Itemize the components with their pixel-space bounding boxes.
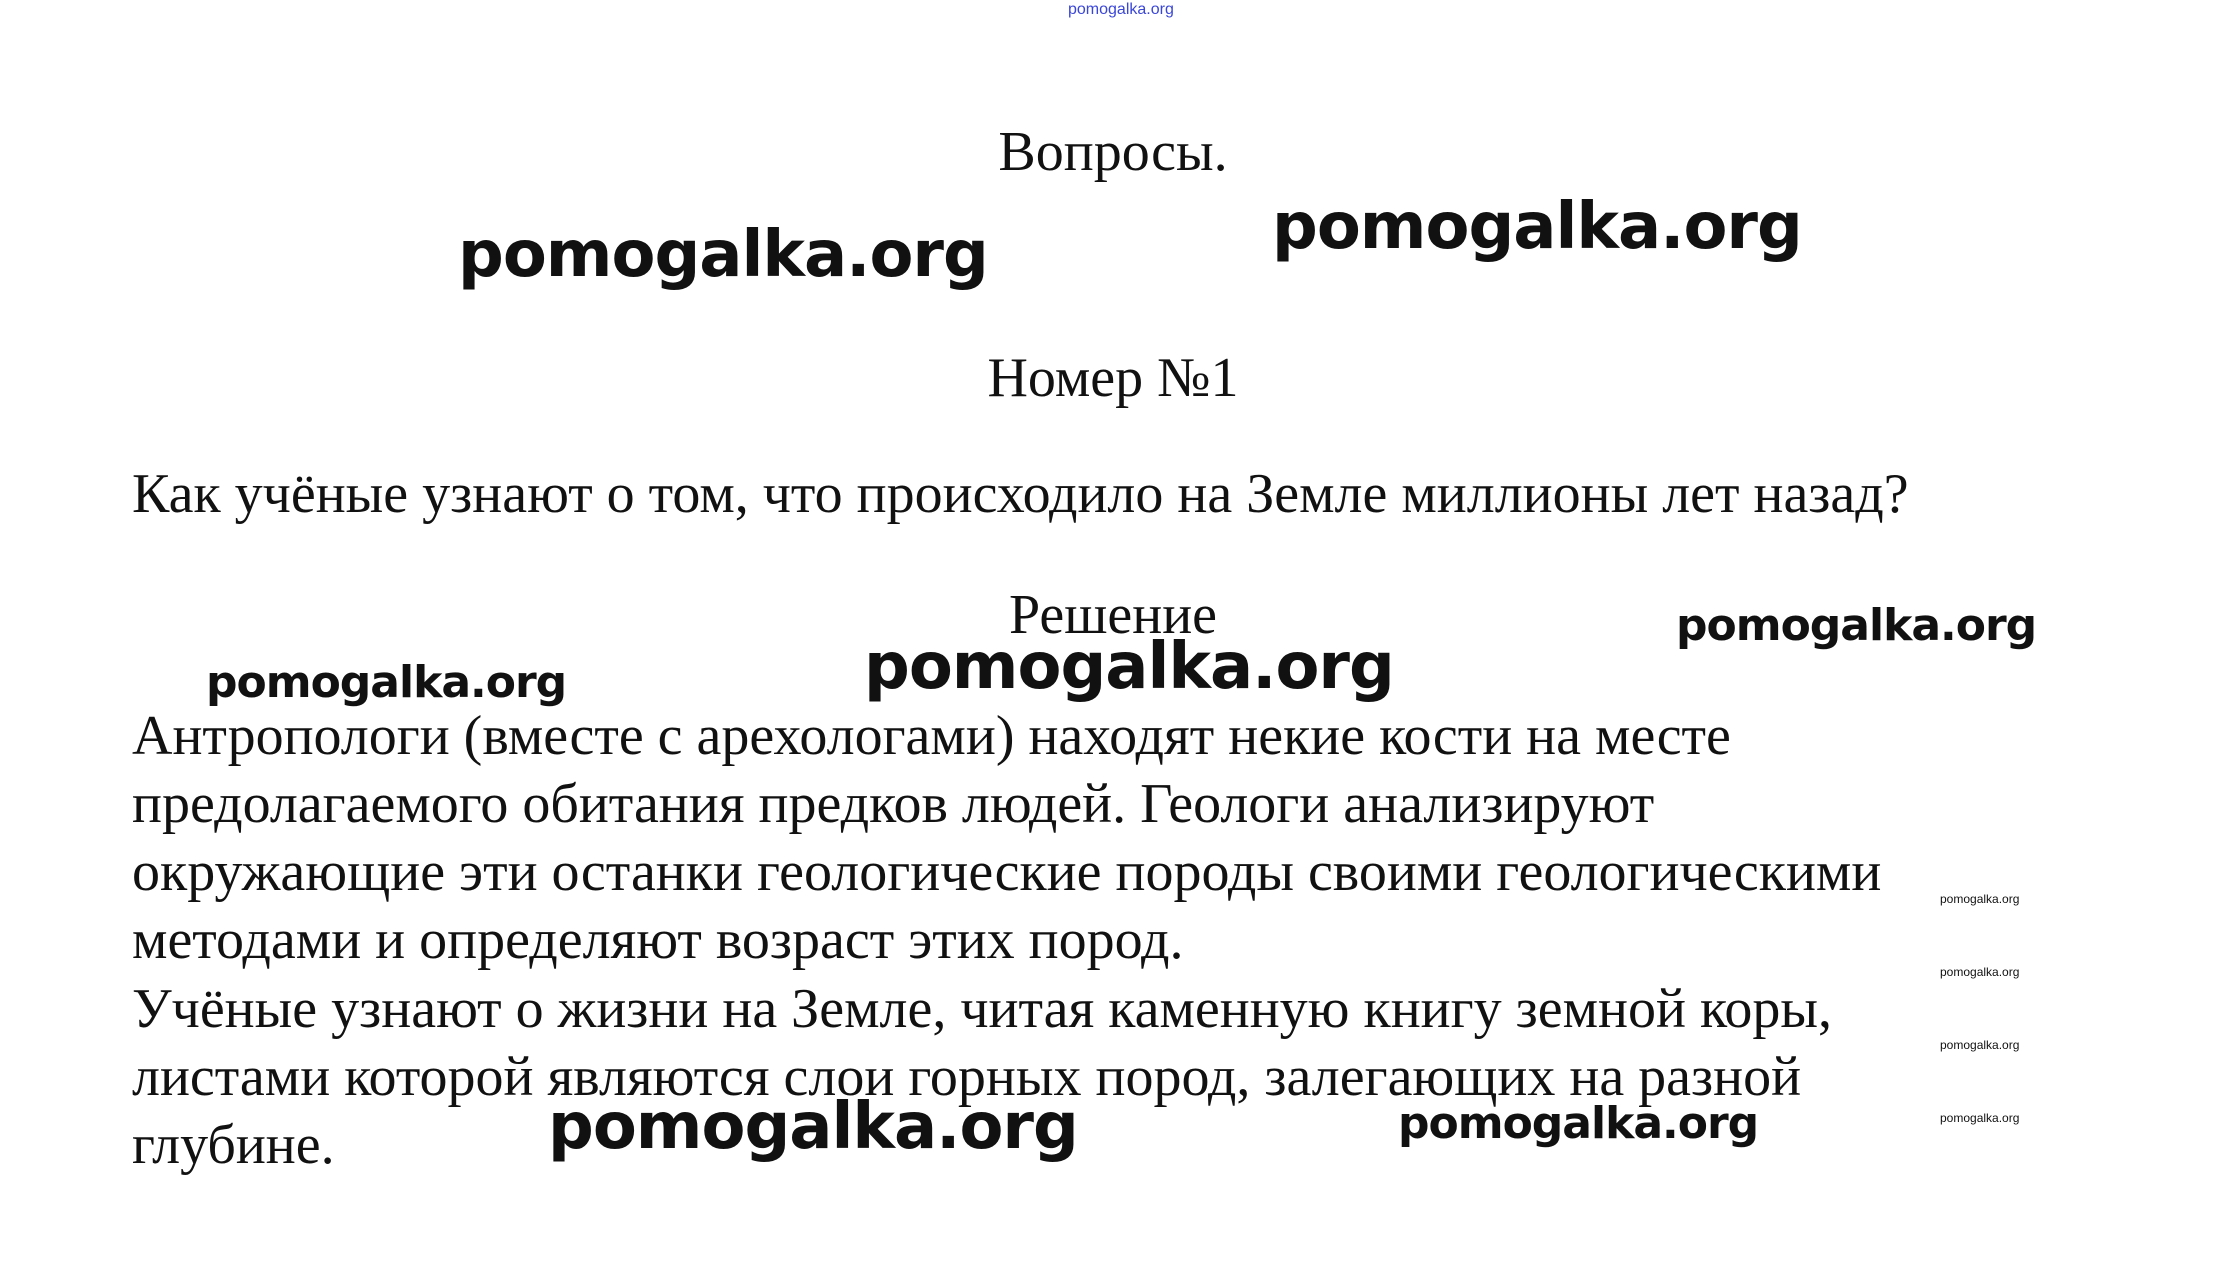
question-text: Как учёные узнают о том, что происходило на Земле миллионы лет назад? [132, 463, 1909, 525]
answer-line: Антропологи (вместе с арехологами) находят некие кости на месте [132, 705, 1731, 767]
answer-line: глубине. [132, 1114, 335, 1176]
watermark: pomogalka.org [1272, 190, 1802, 264]
answer-line: предолагаемого обитания предков людей. Геологи анализируют [132, 773, 1655, 835]
answer-line: Учёные узнают о жизни на Земле, читая каменную книгу земной коры, [132, 978, 1832, 1040]
watermark: pomogalka.org [1398, 1098, 1759, 1149]
watermark: pomogalka.org [864, 630, 1394, 704]
questions-heading: Вопросы. [998, 121, 1228, 183]
watermark: pomogalka.org [458, 218, 988, 292]
watermark-top-link[interactable]: pomogalka.org [1068, 1, 1174, 18]
watermark: pomogalka.org [1676, 600, 2037, 651]
watermark-small: pomogalka.org [1940, 1038, 2020, 1052]
watermark: pomogalka.org [206, 657, 567, 708]
watermark-small: pomogalka.org [1940, 1111, 2020, 1125]
answer-line: методами и определяют возраст этих пород. [132, 909, 1184, 971]
answer-line: листами которой являются слои горных пород, залегающих на разной [132, 1046, 1802, 1108]
number-heading: Номер №1 [987, 347, 1239, 409]
solution-heading: Решение [1008, 584, 1218, 646]
watermark-small: pomogalka.org [1940, 892, 2020, 906]
watermark: pomogalka.org [548, 1090, 1078, 1164]
watermark-small: pomogalka.org [1940, 965, 2020, 979]
answer-line: окружающие эти останки геологические породы своими геологическими [132, 841, 1882, 903]
